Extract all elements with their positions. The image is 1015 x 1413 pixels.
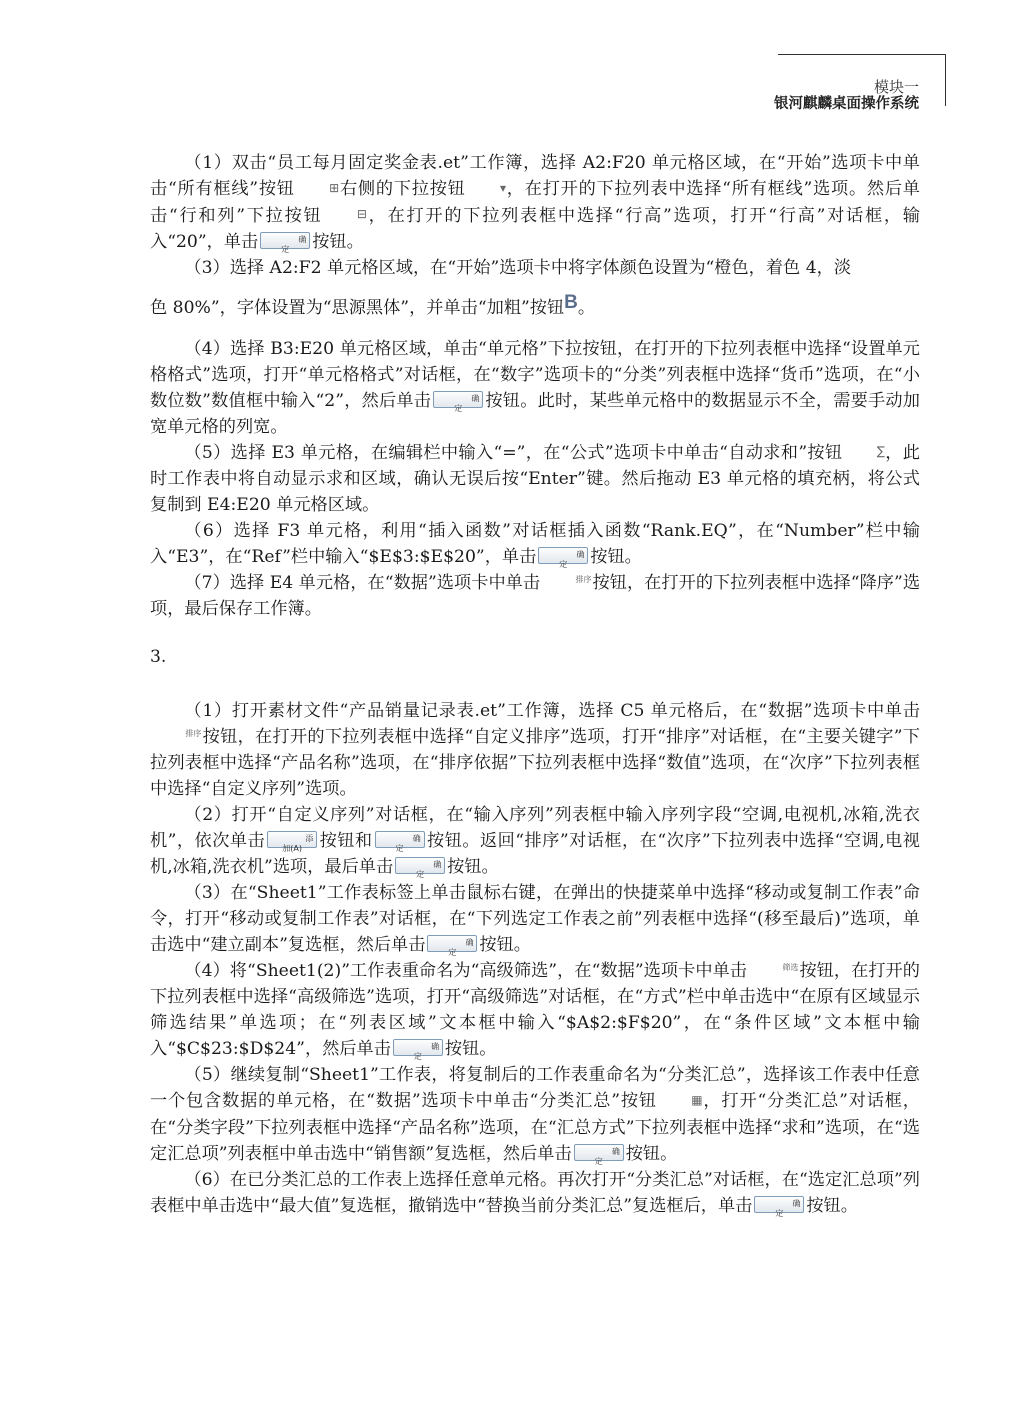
filter-icon: 筛选 <box>782 962 799 972</box>
step-text: 右侧的下拉按钮 <box>339 179 466 199</box>
step-text: （1）双击“员工每月固定奖金表.et”工作簿，选择 A2:F20 单元格区域，在“开始”选项卡中单击“所有框线”按钮 <box>150 153 920 199</box>
ok-button-image <box>393 1039 443 1056</box>
step-paragraph <box>150 698 920 802</box>
sort-icon: 排序 <box>575 574 592 584</box>
step-paragraph <box>150 291 920 322</box>
step-paragraph <box>150 150 920 255</box>
step-text: ，在打开的下拉列表中选择“所有框线”选项。然后单击“行和列”下拉按钮 <box>150 179 920 226</box>
header-module: 模块一 <box>873 78 919 96</box>
bold-icon: B <box>564 291 578 313</box>
step-text: 按钮。 <box>444 1039 497 1059</box>
step-text: 按钮和 <box>319 831 373 851</box>
step-text: （5）选择 E3 单元格，在编辑栏中输入“=”，在“公式”选项卡中单击“自动求和”按钮 <box>184 442 843 463</box>
step-text: 按钮。 <box>590 547 642 567</box>
header-rule-vertical <box>945 54 946 106</box>
step-paragraph <box>150 880 920 958</box>
step-text: ，此时工作表中将自动显示求和区域，确认无误后按“Enter”键。然后拖动 E3 单元格的填充柄，将公式复制到 E4:E20 单元格区域。 <box>150 442 920 515</box>
step-text: （6）选择 F3 单元格，利用“插入函数”对话框插入函数“Rank.EQ”，在“Number”栏中输入“E3”，在“Ref”栏中输入“$E$3:$E$20”，单击 <box>150 521 920 567</box>
page-body <box>150 150 920 1219</box>
step-text: ，打开“分类汇总”对话框，在“分类字段”下拉列表框中选择“产品名称”选项，在“汇总方式”下拉列表框中选择“求和”选项，在“选定汇总项”列表框中单击选中“销售额”复选框，然后单击 <box>150 1091 920 1164</box>
all-borders-icon: ⊞ <box>329 180 340 195</box>
add-button-image <box>267 831 317 848</box>
step-text: 按钮。 <box>479 935 531 955</box>
step-text: 按钮。 <box>625 1143 678 1164</box>
ok-button-image <box>395 857 445 874</box>
ok-button-image <box>574 1144 624 1161</box>
dropdown-arrow-icon: ▾ <box>500 180 507 195</box>
step-text: 按钮，在打开的下拉列表框中选择“高级筛选”选项，打开“高级筛选”对话框，在“方式”栏中单击选中“在原有区域显示筛选结果”单选项；在“列表区域”文本框中输入“$A$2:$F$20”，在“条件区域”文本框中输入“$C$23:$D$24”，然后单击 <box>150 961 920 1059</box>
step-text: 按钮。此时，某些单元格中的数据显示不全，需要手动加宽单元格的列宽。 <box>150 390 920 437</box>
step-text: （6）在已分类汇总的工作表上选择任意单元格。再次打开“分类汇总”对话框，在“选定汇总项”列表框中单击选中“最大值”复选框，撤销选中“替换当前分类汇总”复选框后，单击 <box>150 1169 920 1216</box>
step-paragraph <box>150 958 920 1062</box>
step-paragraph <box>150 1062 920 1167</box>
step-paragraph: （3）选择 A2:F2 单元格区域，在“开始”选项卡中将字体颜色设置为“橙色，着色 4，淡 <box>184 258 852 278</box>
step-paragraph <box>150 1167 920 1219</box>
step-text: ，在打开的下拉列表框中选择“行高”选项，打开“行高”对话框，输入“20”，单击 <box>150 205 920 252</box>
step-text: 按钮。 <box>447 857 499 877</box>
ok-button-image <box>433 391 483 408</box>
step-paragraph <box>150 802 920 880</box>
step-paragraph <box>150 336 920 440</box>
step-text: （4）将“Sheet1(2)”工作表重命名为“高级筛选”，在“数据”选项卡中单击 <box>184 961 748 981</box>
rows-columns-icon: ⊟ <box>356 207 367 221</box>
section-number: 3. <box>150 647 167 667</box>
step-text: （3）在“Sheet1”工作表标签上单击鼠标右键，在弹出的快捷菜单中选择“移动或复制工作表”命令，打开“移动或复制工作表”对话框，在“下列选定工作表之前”列表框中选择“(移至最后)”选项，单击选中“建立副本”复选框，然后单击 <box>150 883 920 955</box>
step-text: （7）选择 E4 单元格，在“数据”选项卡中单击 <box>184 573 541 593</box>
step-text: （1）打开素材文件“产品销量记录表.et”工作簿，选择 C5 单元格后，在“数据”选项卡中单击 <box>184 701 920 721</box>
ok-button-image <box>375 831 425 848</box>
subtotal-icon: ▦ <box>691 1092 703 1107</box>
step-text: 。 <box>577 298 596 318</box>
step-text: （5）继续复制“Sheet1”工作表，将复制后的工作表重命名为“分类汇总”，选择该工作表中任意一个包含数据的单元格，在“数据”选项卡中单击“分类汇总”按钮 <box>150 1065 920 1111</box>
step-paragraph <box>150 440 920 519</box>
ok-button-image <box>260 232 310 249</box>
ok-button-image <box>427 935 477 952</box>
header-rule <box>778 54 946 55</box>
header-title: 银河麒麟桌面操作系统 <box>774 96 919 112</box>
step-text: 按钮，在打开的下拉列表框中选择“降序”选项，最后保存工作簿。 <box>150 573 921 619</box>
step-text: 色 80%”，字体设置为“思源黑体”，并单击“加粗”按钮 <box>150 298 565 318</box>
step-text: （4）选择 B3:E20 单元格区域，单击“单元格”下拉按钮，在打开的下拉列表框中选择“设置单元格格式”选项，打开“单元格格式”对话框，在“数字”选项卡的“分类”列表框中选择“货币”选项，在“小数位数”数值框中输入“2”，然后单击 <box>150 338 920 411</box>
step-paragraph <box>150 518 920 570</box>
step-text: 按钮，在打开的下拉列表框中选择“自定义排序”选项，打开“排序”对话框，在“主要关键字”下拉列表框中选择“产品名称”选项，在“排序依据”下拉列表框中选择“数值”选项，在“次序”下拉列表框中选择“自定义序列”选项。 <box>150 727 920 799</box>
sort-icon: 排序 <box>185 728 202 738</box>
ok-button-image <box>538 547 588 564</box>
step-paragraph <box>150 570 920 622</box>
step-text: （2）打开“自定义序列”对话框，在“输入序列”列表框中输入序列字段“空调,电视机,冰箱,洗衣机”，依次单击 <box>150 805 920 851</box>
step-text: 按钮。 <box>806 1195 858 1216</box>
ok-button-image <box>754 1196 804 1213</box>
step-text: 按钮。返回“排序”对话框，在“次序”下拉列表中选择“空调,电视机,冰箱,洗衣机”选项，最后单击 <box>150 831 920 877</box>
autosum-icon: ∑ <box>876 444 885 458</box>
step-text: 按钮。 <box>312 232 364 252</box>
